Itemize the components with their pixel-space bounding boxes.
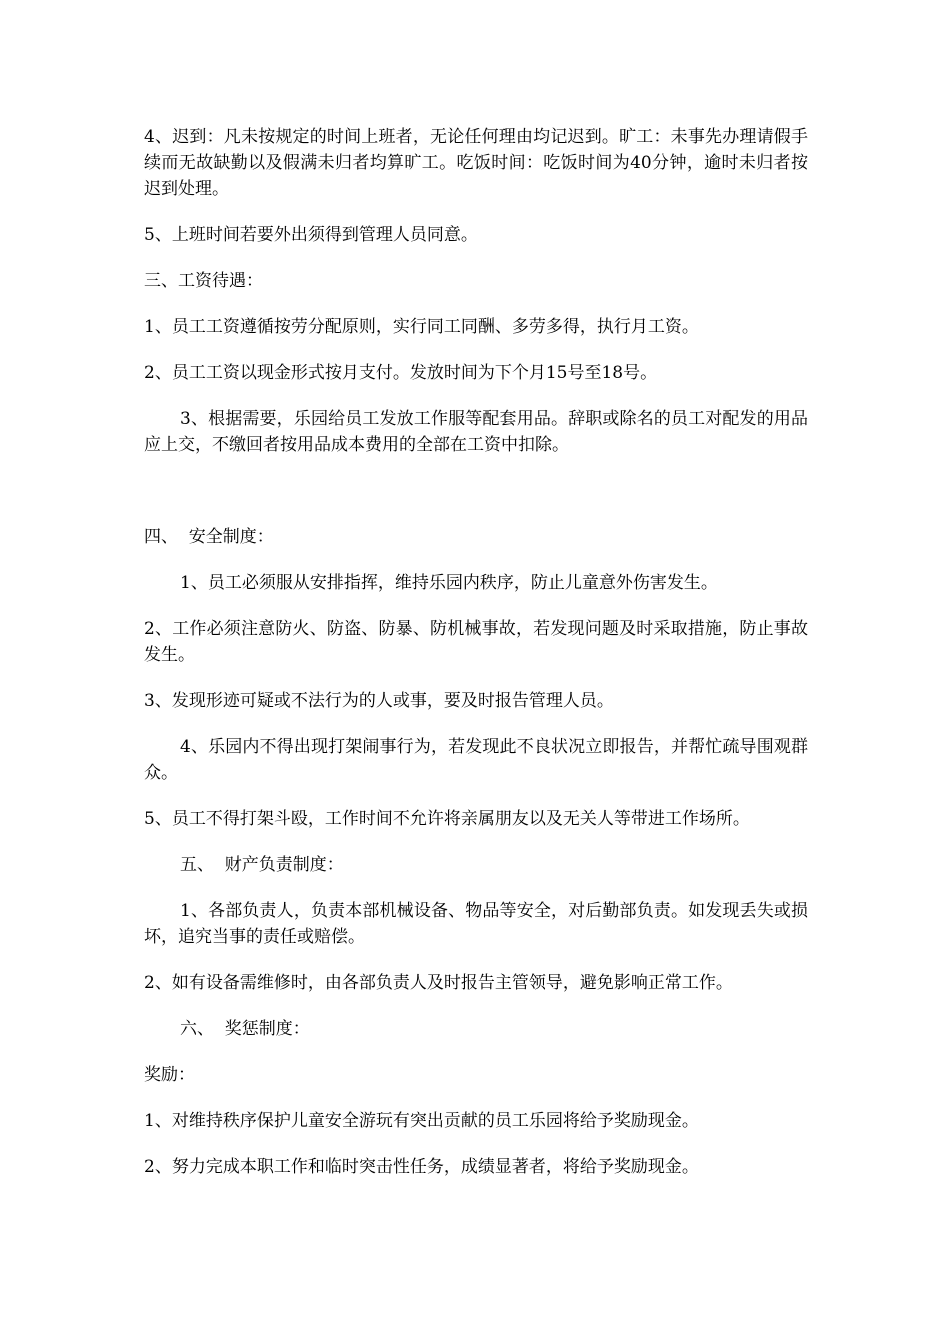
paragraph-salary-payment: 2、员工工资以现金形式按月支付。发放时间为下个月15号至18号。 xyxy=(144,363,658,383)
paragraph-salary-principle: 1、员工工资遵循按劳分配原则，实行同工同酬、多劳多得，执行月工资。 xyxy=(144,317,699,337)
paragraph-safety-1: 1、员工必须服从安排指挥，维持乐园内秩序，防止儿童意外伤害发生。 xyxy=(180,573,718,593)
paragraph-late-absence: 4、迟到：凡未按规定的时间上班者，无论任何理由均记迟到。旷工：未事先办理请假手续而无故缺勤以及假满未归者均算旷工。吃饭时间：吃饭时间为40分钟，逾时未归者按迟到处理。 xyxy=(144,127,808,199)
paragraph-reward-1: 1、对维持秩序保护儿童安全游玩有突出贡献的员工乐园将给予奖励现金。 xyxy=(144,1111,699,1131)
section-heading-salary: 三、工资待遇： xyxy=(144,271,263,291)
subheading-reward: 奖励： xyxy=(144,1065,195,1085)
paragraph-safety-2: 2、工作必须注意防火、防盗、防暴、防机械事故，若发现问题及时采取措施，防止事故发生。 xyxy=(144,619,808,665)
section-heading-property: 五、 财产负责制度： xyxy=(180,855,344,875)
paragraph-property-1: 1、各部负责人，负责本部机械设备、物品等安全，对后勤部负责。如发现丢失或损坏，追究当事的责任或赔偿。 xyxy=(144,901,808,947)
document-page xyxy=(144,124,808,1180)
paragraph-going-out: 5、上班时间若要外出须得到管理人员同意。 xyxy=(144,225,478,245)
paragraph-safety-3: 3、发现形迹可疑或不法行为的人或事，要及时报告管理人员。 xyxy=(144,691,614,711)
section-heading-safety: 四、 安全制度： xyxy=(144,527,274,547)
paragraph-safety-5: 5、员工不得打架斗殴，工作时间不允许将亲属朋友以及无关人等带进工作场所。 xyxy=(144,809,750,829)
paragraph-safety-4: 4、乐园内不得出现打架闹事行为，若发现此不良状况立即报告，并帮忙疏导围观群众。 xyxy=(144,737,808,783)
paragraph-reward-2: 2、努力完成本职工作和临时突击性任务，成绩显著者，将给予奖励现金。 xyxy=(144,1157,699,1177)
paragraph-uniform: 3、根据需要，乐园给员工发放工作服等配套用品。辞职或除名的员工对配发的用品应上交，不缴回者按用品成本费用的全部在工资中扣除。 xyxy=(144,409,808,455)
paragraph-property-2: 2、如有设备需维修时，由各部负责人及时报告主管领导，避免影响正常工作。 xyxy=(144,973,733,993)
section-heading-rewards: 六、 奖惩制度： xyxy=(180,1019,310,1039)
